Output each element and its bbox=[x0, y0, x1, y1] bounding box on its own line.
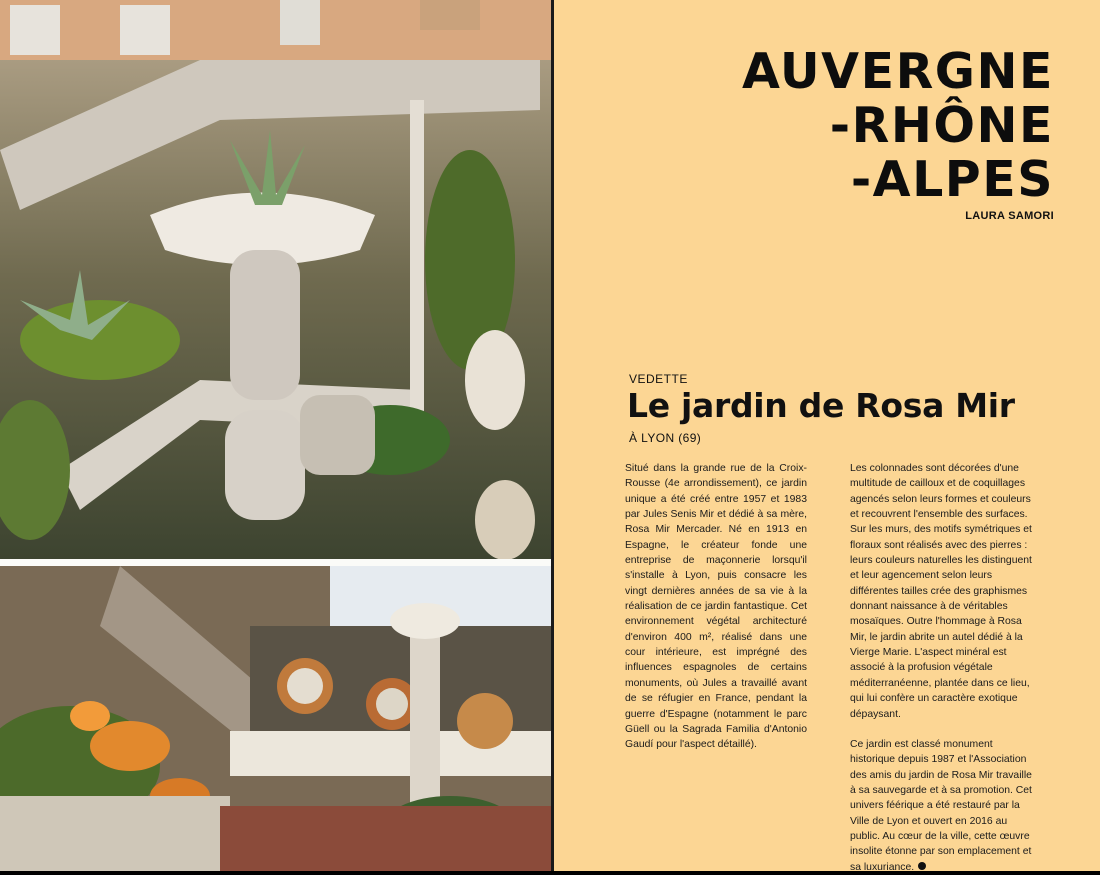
section-kicker: VEDETTE bbox=[629, 372, 688, 386]
region-title-line: -RHÔNE bbox=[829, 97, 1054, 154]
garden-photo-top bbox=[0, 0, 551, 559]
region-title bbox=[742, 45, 1054, 207]
article-paragraph: Les colonnades sont décorées d'une multitude de cailloux et de coquillages agencés selon leurs formes et couleurs et recouvrent l'ensemble des surfaces. Sur les murs, des motifs symétriques et floraux sont réalisés avec des pierres : leurs couleurs naturelles les distinguent et leur agencement selon leurs différentes tailles crée des graphismes donnant naissance à de véritables mosaïques. Outre l'hommage à Rosa Mir, le jardin abrite un autel dédié à la Vierge Marie. L'aspect minéral est associé à la profusion végétale méditerranéenne, plantée dans ce lieu, qui lui confère un caractère exotique dépaysant. bbox=[850, 463, 1032, 720]
author-byline: LAURA SAMORI bbox=[965, 210, 1054, 222]
article-paragraph-last bbox=[850, 737, 1036, 875]
article-location: À LYON (69) bbox=[629, 431, 702, 445]
garden-photo-bottom bbox=[0, 566, 551, 871]
article-page bbox=[554, 0, 1100, 871]
article-column-left bbox=[625, 461, 807, 753]
article-paragraph: Situé dans la grande rue de la Croix-Rousse (4e arrondissement), ce jardin unique a été créé entre 1957 et 1983 par Jules Senis Mir et dédié à sa mère, Rosa Mir Mercader. Né en 1913 en Espagne, le créateur fonde une entreprise de maçonnerie lorsqu'il s'installe à Lyon, puis consacre les vingt dernières années de sa vie à la réalisation de ce jardin fantastique. Cet environnement végétal architecturé d'environ 400 m², réalisé dans une cour intérieure, est imprégné des influences espagnoles de certains monuments, où Jules a travaillé avant de se réfugier en France, pendant la guerre d'Espagne (notamment le parc Güell ou la Sagrada Familia d'Antonio Gaudí pour l'aspect détaillé). bbox=[625, 463, 807, 751]
region-title-line: AUVERGNE bbox=[741, 43, 1054, 100]
article-headline: Le jardin de Rosa Mir bbox=[627, 386, 1015, 425]
end-mark-icon bbox=[918, 862, 926, 870]
article-paragraph-text: Ce jardin est classé monument historique depuis 1987 et l'Association des amis du jardin de Rosa Mir travaille à sa sauvegarde et à sa promotion. Cet univers féérique a été restauré par la Ville de Lyon et ouvert en 2016 au public. Au cœur de la ville, cette œuvre insolite étonne par son emplacement et sa luxuriance. bbox=[850, 738, 1032, 873]
article-column-right bbox=[850, 461, 1036, 875]
region-title-line: -ALPES bbox=[850, 151, 1054, 208]
